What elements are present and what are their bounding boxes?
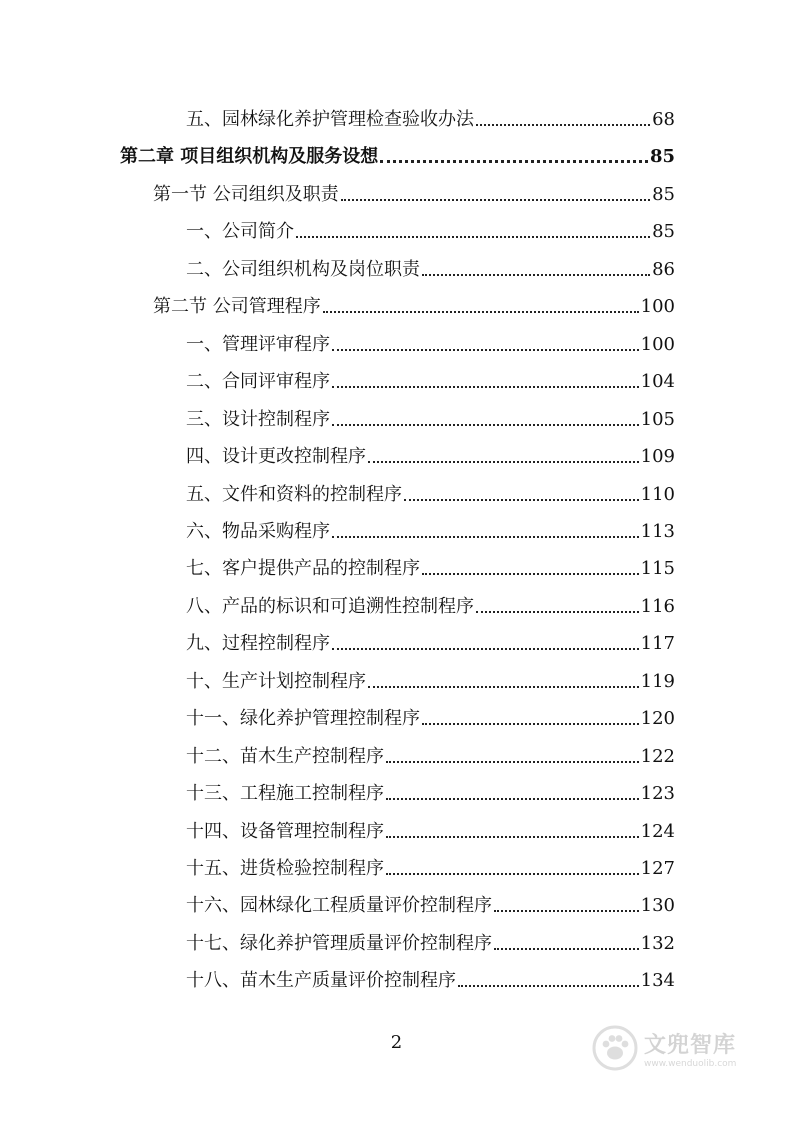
toc-entry[interactable] (186, 628, 675, 656)
toc-dot-leader (494, 910, 639, 912)
toc-entry-title: 四、设计更改控制程序 (186, 446, 366, 468)
toc-dot-leader (386, 836, 639, 838)
toc-entry-title: 二、合同评审程序 (186, 371, 330, 393)
toc-entry-page: 110 (640, 483, 675, 505)
toc-dot-leader (476, 124, 650, 126)
toc-entry[interactable] (186, 329, 675, 357)
toc-dot-leader (476, 611, 639, 613)
toc-entry-page: 86 (652, 258, 675, 280)
toc-entry[interactable] (153, 291, 675, 319)
toc-entry[interactable] (186, 778, 675, 806)
toc-dot-leader (404, 499, 639, 501)
toc-entry-page: 115 (640, 558, 675, 580)
toc-entry[interactable] (186, 404, 675, 432)
toc-entry[interactable] (186, 441, 675, 469)
page-number: 2 (390, 1032, 403, 1053)
toc-dot-leader (380, 160, 648, 163)
watermark-url: www.wenduolib.com (644, 1058, 737, 1069)
toc-entry-title: 二、公司组织机构及岗位职责 (186, 258, 420, 280)
toc-entry-title: 八、产品的标识和可追溯性控制程序 (186, 595, 474, 617)
toc-entry-page: 132 (640, 932, 675, 954)
toc-dot-leader (341, 199, 650, 201)
toc-entry-page: 113 (640, 520, 675, 542)
toc-entry-page: 116 (640, 595, 675, 617)
toc-entry[interactable] (186, 816, 675, 844)
toc-entry-page: 119 (640, 670, 675, 692)
toc-entry-title: 三、设计控制程序 (186, 408, 330, 430)
toc-entry-page: 68 (652, 109, 675, 130)
toc-entry-page: 105 (640, 408, 675, 430)
toc-entry-title: 一、管理评审程序 (186, 333, 330, 355)
toc-entry-title: 第二节 公司管理程序 (153, 296, 321, 318)
toc-entry-page: 104 (640, 371, 675, 393)
toc-dot-leader (332, 386, 639, 388)
toc-dot-leader (386, 873, 639, 875)
toc-entry[interactable] (186, 479, 675, 507)
toc-entry[interactable] (186, 703, 675, 731)
toc-dot-leader (332, 424, 639, 426)
watermark-name: 文兜智库 (644, 1032, 737, 1058)
toc-entry-title: 十六、园林绿化工程质量评价控制程序 (186, 895, 492, 917)
toc-entry-title: 十二、苗木生产控制程序 (186, 745, 384, 767)
toc-entry[interactable] (186, 591, 675, 619)
toc-entry[interactable] (186, 928, 675, 956)
toc-entry[interactable] (120, 141, 675, 169)
toc-entry-page: 123 (640, 783, 675, 805)
toc-entry-page: 122 (640, 745, 675, 767)
toc-entry-page: 120 (640, 708, 675, 730)
toc-entry-title: 十四、设备管理控制程序 (186, 820, 384, 842)
paw-logo-icon (592, 1025, 638, 1071)
toc-entry-page: 100 (640, 333, 675, 355)
toc-dot-leader (422, 274, 650, 276)
toc-dot-leader (386, 761, 639, 763)
toc-dot-leader (368, 686, 639, 688)
toc-entry-title: 十一、绿化养护管理控制程序 (186, 708, 420, 730)
toc-dot-leader (332, 349, 639, 351)
toc-entry-title: 十五、进货检验控制程序 (186, 858, 384, 879)
toc-entry[interactable] (153, 179, 675, 207)
toc-entry-page: 85 (649, 146, 675, 168)
toc-entry[interactable] (186, 366, 675, 394)
toc-entry[interactable] (186, 216, 675, 244)
toc-dot-leader (332, 648, 639, 650)
toc-entry[interactable] (186, 516, 675, 544)
toc-dot-leader (494, 948, 639, 950)
toc-entry[interactable] (186, 104, 675, 132)
toc-entry-title: 十三、工程施工控制程序 (186, 783, 384, 805)
toc-entry[interactable] (186, 965, 675, 993)
toc-entry-title: 一、公司简介 (186, 221, 294, 243)
toc-entry-page: 117 (640, 633, 675, 655)
toc-entry-page: 134 (640, 970, 675, 992)
toc-entry-page: 100 (640, 296, 675, 318)
toc-dot-leader (368, 461, 639, 463)
toc-entry-page: 127 (640, 858, 675, 879)
toc-entry-title: 五、园林绿化养护管理检查验收办法 (186, 109, 474, 130)
toc-entry-title: 七、客户提供产品的控制程序 (186, 558, 420, 580)
toc-entry-page: 124 (640, 820, 675, 842)
toc-dot-leader (296, 236, 650, 238)
toc-entry-page: 130 (640, 895, 675, 917)
toc-entry-title: 第一节 公司组织及职责 (153, 183, 339, 205)
toc-dot-leader (386, 798, 639, 800)
toc-entry-title: 第二章 项目组织机构及服务设想 (120, 146, 379, 168)
toc-entry-title: 十八、苗木生产质量评价控制程序 (186, 970, 456, 992)
toc-entry-title: 九、过程控制程序 (186, 633, 330, 655)
toc-entry[interactable] (186, 254, 675, 282)
toc-entry[interactable] (186, 890, 675, 918)
toc-entry-title: 十七、绿化养护管理质量评价控制程序 (186, 932, 492, 954)
toc-entry[interactable] (186, 853, 675, 881)
toc-entry[interactable] (186, 553, 675, 581)
toc-entry-title: 五、文件和资料的控制程序 (186, 483, 402, 505)
watermark (592, 1018, 782, 1078)
toc-dot-leader (422, 723, 639, 725)
toc-entry[interactable] (186, 666, 675, 694)
toc-dot-leader (332, 536, 639, 538)
toc-entry-page: 85 (652, 221, 675, 243)
toc-entry-page: 109 (640, 446, 675, 468)
toc-entry-title: 六、物品采购程序 (186, 520, 330, 542)
toc-dot-leader (323, 311, 639, 313)
toc-entry-title: 十、生产计划控制程序 (186, 670, 366, 692)
toc-entry[interactable] (186, 741, 675, 769)
toc-dot-leader (458, 985, 639, 987)
toc-entry-page: 85 (652, 183, 675, 205)
toc-dot-leader (422, 573, 639, 575)
